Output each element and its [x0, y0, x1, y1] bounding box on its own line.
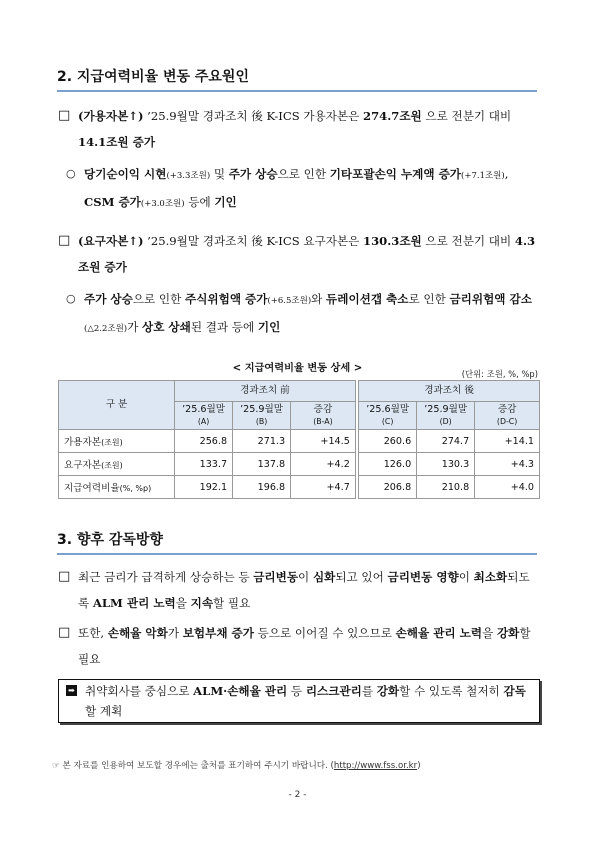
- table-cell: 130.3: [417, 453, 475, 476]
- table-title: < 지급여력비율 변동 상세 >: [232, 363, 363, 374]
- paragraph-interest-rate: [58, 564, 540, 616]
- text: ’25.9월말 경과조치 後 K-ICS 요구자본은: [143, 234, 364, 248]
- text-bold: 리스크관리: [305, 684, 362, 698]
- text-small: (△2.2조원): [84, 324, 128, 334]
- tag-available-capital: (가용자본↑): [78, 109, 144, 123]
- group-header-before: 경과조치 前: [175, 381, 356, 402]
- text: 가: [167, 626, 183, 640]
- table-cell: 133.7: [175, 453, 233, 476]
- text-small: (+3.0조원): [140, 199, 185, 209]
- text-bold: CSM 증가: [84, 195, 141, 209]
- text-bold: 손해율 악화: [107, 626, 168, 640]
- text: 등에: [184, 195, 215, 209]
- row-label: [59, 430, 175, 453]
- table-row: [59, 430, 540, 453]
- square-bullet-icon: □: [58, 108, 71, 123]
- table-cell: 210.8: [417, 476, 475, 499]
- row-label: [59, 476, 175, 499]
- table-cell: 192.1: [175, 476, 233, 499]
- row-label-text: 가용자본: [64, 437, 102, 448]
- text: 으로 인한: [277, 167, 330, 181]
- paragraph-required-capital: [58, 228, 540, 280]
- row-label: [59, 453, 175, 476]
- square-bullet-icon: □: [58, 625, 71, 640]
- text: 되도록: [78, 570, 530, 610]
- text-bold: 최소화: [473, 570, 508, 584]
- col-header-sub: (B-A): [313, 416, 333, 426]
- text-bold: 상호 상쇄: [142, 320, 191, 334]
- text: ,: [504, 167, 509, 181]
- row-label-unit: (조원): [101, 438, 123, 447]
- text-bold: 보험부채 증가: [182, 626, 254, 640]
- text-bold: 기인: [257, 320, 281, 334]
- pointing-hand-icon: ☞: [52, 761, 60, 771]
- section-2-title: 2. 지급여력비율 변동 주요원인: [57, 69, 249, 85]
- col-header-sub: (D): [439, 416, 452, 426]
- col-header-label: ’25.6월말: [366, 403, 410, 415]
- table-cell: +4.3: [475, 453, 540, 476]
- paragraph-body: [78, 228, 540, 280]
- text-bold: 130.3조원: [363, 234, 422, 248]
- footnote-text: 본 자료를 인용하여 보도할 경우에는 출처를 표기하여 주시기 바랍니다. (: [59, 761, 334, 771]
- col-header: [359, 402, 417, 430]
- row-label-unit: (%, %p): [119, 484, 152, 493]
- text: 된 결과 등에: [190, 320, 258, 334]
- text-bold: 강화: [376, 684, 400, 698]
- row-label-unit: (조원): [101, 461, 123, 470]
- col-header: [291, 402, 356, 430]
- paragraph-body: [78, 103, 540, 155]
- col-header-sub: (C): [381, 416, 394, 426]
- text-bold: 심화: [312, 570, 336, 584]
- text: 으로 전분기 대비: [421, 109, 512, 123]
- text-bold: 기인: [214, 195, 237, 209]
- table-cell: 271.3: [233, 430, 291, 453]
- subpoint-body: [84, 286, 540, 342]
- text: 으로 인한: [132, 292, 186, 306]
- text-bold: 금리변동: [253, 570, 299, 584]
- text-small: (+6.5조원): [267, 296, 312, 306]
- text: ’25.9월말 경과조치 後 K-ICS 가용자본은: [143, 109, 364, 123]
- col-header-label: 증감: [497, 403, 517, 415]
- conclusion-body: [85, 681, 533, 721]
- col-header-label: 증감: [313, 403, 333, 415]
- text-bold: 주식위험액 증가: [185, 292, 268, 306]
- table-cell: 137.8: [233, 453, 291, 476]
- circle-bullet-icon: ○: [66, 167, 76, 180]
- col-header: [475, 402, 540, 430]
- text: 할 계획: [85, 704, 123, 718]
- text: 가: [127, 320, 142, 334]
- text: 되고 있어: [335, 570, 388, 584]
- solvency-table: [58, 380, 540, 499]
- text: 와: [311, 292, 327, 306]
- text: 으로 전분기 대비: [421, 234, 515, 248]
- table-cell: +4.2: [291, 453, 356, 476]
- table-row: [59, 476, 540, 499]
- text: 이: [458, 570, 474, 584]
- square-bullet-icon: □: [58, 569, 71, 584]
- text: 를: [361, 684, 377, 698]
- table-cell: 256.8: [175, 430, 233, 453]
- paragraph-body: [78, 620, 540, 672]
- circle-bullet-icon: ○: [66, 292, 76, 305]
- text: 등: [287, 684, 306, 698]
- text: 로 인한: [408, 292, 450, 306]
- text-bold: ALM·손해율 관리: [193, 684, 288, 698]
- text-bold: 274.7조원: [363, 109, 422, 123]
- text-small: (+7.1조원): [461, 171, 505, 181]
- table-corner-header: 구 분: [59, 381, 175, 430]
- text-bold: 강화: [496, 626, 520, 640]
- subpoint-required-capital: [66, 286, 540, 342]
- col-header-sub: (D-C): [496, 416, 518, 426]
- col-header-label: ’25.9월말: [240, 403, 284, 415]
- table-unit: (단위: 조원, %, %p): [461, 369, 538, 379]
- text: 을: [175, 596, 191, 610]
- col-header: [233, 402, 291, 430]
- text: 또한,: [78, 626, 108, 640]
- table-cell: 274.7: [417, 430, 475, 453]
- row-label-text: 지급여력비율: [64, 483, 120, 494]
- text-bold: 4.3조원 증가: [78, 234, 536, 274]
- text-bold: 기타포괄손익 누계액 증가: [329, 167, 462, 181]
- footnote-text-end: ): [417, 761, 421, 771]
- text-bold: 당기순이익 시현: [84, 167, 167, 181]
- row-label-text: 요구자본: [64, 460, 102, 471]
- col-header: [417, 402, 475, 430]
- table-row: [59, 453, 540, 476]
- subpoint-body: [84, 161, 540, 217]
- group-header-after: 경과조치 後: [359, 381, 540, 402]
- fss-website-link[interactable]: http://www.fss.or.kr: [333, 761, 418, 771]
- paragraph-loss-ratio: [58, 620, 540, 672]
- arrow-right-icon: ➡: [66, 685, 77, 696]
- text: 등으로 이어질 수 있으므로: [253, 626, 396, 640]
- text-bold: 주가 상승: [228, 167, 278, 181]
- tag-required-capital: (요구자본↑): [78, 234, 144, 248]
- text: 할 필요: [78, 626, 531, 666]
- col-header: [175, 402, 233, 430]
- section-3-title: 3. 향후 감독방향: [57, 532, 163, 548]
- section-2-heading: [57, 66, 537, 92]
- text-bold: 감독: [503, 684, 526, 698]
- col-header-label: ’25.9월말: [424, 403, 468, 415]
- text-bold: 듀레이션갭 축소: [326, 292, 409, 306]
- page-number: - 2 -: [288, 790, 307, 800]
- text-bold: 지속: [190, 596, 214, 610]
- text: 할 필요: [213, 596, 251, 610]
- table-cell: +14.5: [291, 430, 356, 453]
- paragraph-body: [78, 564, 540, 616]
- table-cell: +14.1: [475, 430, 540, 453]
- square-bullet-icon: □: [58, 233, 71, 248]
- text-bold: 손해율 관리 노력: [395, 626, 483, 640]
- text: 을: [482, 626, 497, 640]
- table-cell: +4.7: [291, 476, 356, 499]
- text-bold: ALM 관리 노력: [92, 596, 176, 610]
- paragraph-available-capital: [58, 103, 540, 155]
- table-cell: 126.0: [359, 453, 417, 476]
- text: 이: [298, 570, 313, 584]
- section-3-heading: [57, 529, 537, 555]
- text: 최근 금리가 급격하게 상승하는 등: [78, 570, 254, 584]
- text-bold: 주가 상승: [84, 292, 133, 306]
- col-header-sub: (A): [197, 416, 210, 426]
- citation-footnote: [52, 759, 542, 771]
- table-cell: +4.0: [475, 476, 540, 499]
- text-bold: 금리위험액 감소: [449, 292, 532, 306]
- conclusion-box: [58, 679, 540, 723]
- text-bold: 금리변동 영향: [387, 570, 459, 584]
- col-header-label: ’25.6월말: [182, 403, 226, 415]
- text-bold: 14.1조원 증가: [78, 135, 156, 149]
- table-cell: 260.6: [359, 430, 417, 453]
- text: 및: [210, 167, 229, 181]
- text: 취약회사를 중심으로: [85, 684, 194, 698]
- table-cell: 206.8: [359, 476, 417, 499]
- text-small: (+3.3조원): [166, 171, 211, 181]
- text: 할 수 있도록 철저히: [399, 684, 504, 698]
- subpoint-available-capital: [66, 161, 540, 217]
- col-header-sub: (B): [255, 416, 268, 426]
- table-cell: 196.8: [233, 476, 291, 499]
